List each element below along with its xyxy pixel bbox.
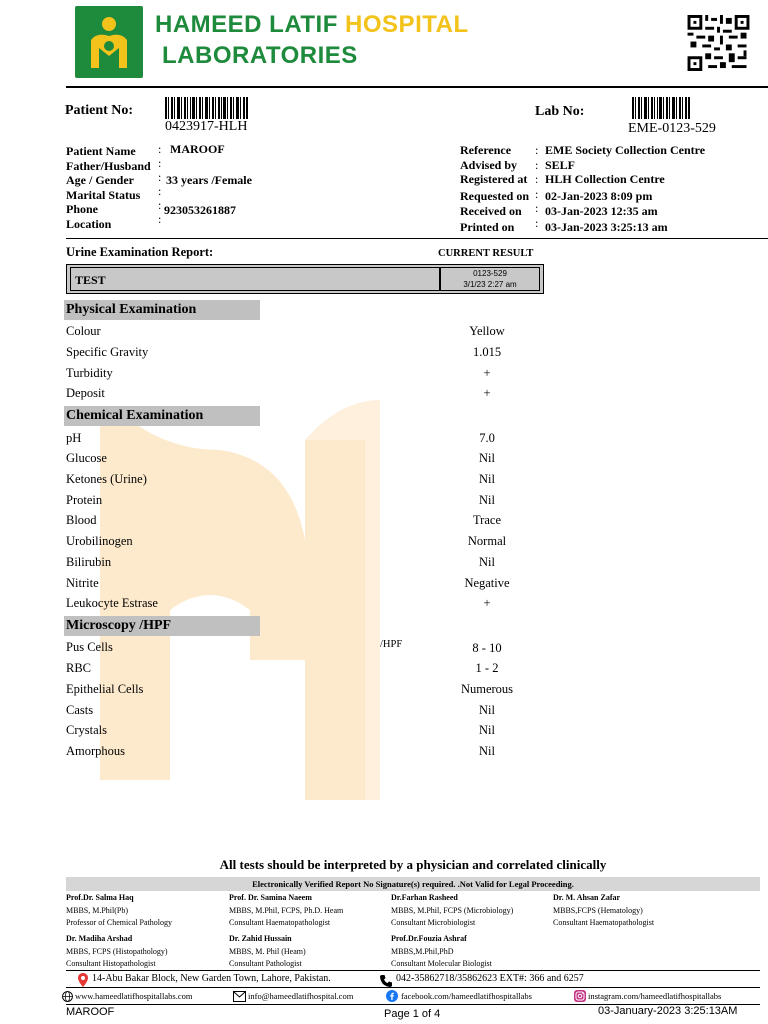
page-number: Page 1 of 4 bbox=[384, 1008, 441, 1020]
test-row: Bilirubin bbox=[66, 555, 112, 569]
result-value: Normal bbox=[467, 534, 507, 548]
doctor-card: Prof. Dr. Samina Naeem MBBS, M.Phil, FCPS, Ph.D. Heam Consultant Haematopathologist bbox=[229, 893, 344, 927]
result-value: Nil bbox=[479, 451, 495, 465]
test-row: Blood bbox=[66, 513, 97, 527]
patient-colons: : : : : : : bbox=[158, 142, 162, 226]
footer-divider bbox=[66, 970, 760, 971]
patient-no-value: 0423917-HLH bbox=[165, 119, 248, 134]
reference-value: EME Society Collection Centre bbox=[545, 143, 706, 157]
doctor-card: Dr. Madiha Arshad MBBS, FCPS (Histopathology) Consultant Histopathologist bbox=[66, 934, 168, 968]
test-row: Epithelial Cells bbox=[66, 682, 144, 696]
lab-barcode-icon bbox=[632, 97, 692, 119]
test-row: Pus Cells bbox=[66, 640, 113, 654]
sample-id: 0123-529 bbox=[473, 269, 507, 278]
test-row: Crystals bbox=[66, 723, 107, 737]
location-pin-icon bbox=[78, 973, 88, 987]
result-value: Nil bbox=[479, 723, 495, 737]
sample-header-cell bbox=[440, 267, 540, 291]
test-row: Amorphous bbox=[66, 744, 126, 758]
result-value: 7.0 bbox=[479, 431, 495, 445]
result-value: + bbox=[483, 386, 491, 400]
brand-line-2: LABORATORIES bbox=[162, 42, 358, 69]
test-row: Ketones (Urine) bbox=[66, 472, 147, 486]
advised-by-value: SELF bbox=[545, 157, 576, 172]
test-row: Casts bbox=[66, 703, 94, 717]
result-value: Nil bbox=[479, 555, 495, 569]
received-on-value: 03-Jan-2023 12:35 am bbox=[545, 204, 658, 218]
interpret-note: All tests should be interpreted by a physician and correlated clinically bbox=[219, 857, 607, 872]
section-microscopy: Microscopy /HPF bbox=[64, 616, 260, 636]
lab-no-value: EME-0123-529 bbox=[628, 121, 716, 136]
result-value: + bbox=[483, 596, 491, 610]
verified-note: Electronically Verified Report No Signature(s) required. .Not Valid for Legal Proceeding. bbox=[66, 877, 760, 891]
section-chemical: Chemical Examination bbox=[64, 406, 260, 426]
patient-barcode-icon bbox=[165, 97, 249, 119]
address-text: 14-Abu Bakar Block, New Garden Town, Lahore, Pakistan. bbox=[92, 973, 331, 984]
website-link[interactable]: www.hameedlatifhospitallabs.com bbox=[75, 991, 193, 1001]
test-row: Colour bbox=[66, 324, 101, 338]
test-row: RBC bbox=[66, 661, 92, 675]
footer-patient-name: MAROOF bbox=[66, 1006, 115, 1018]
doctor-card: Dr.Farhan Rasheed MBBS, M.Phil, FCPS (Microbiology) Consultant Microbiologist bbox=[391, 893, 514, 927]
patient-name-value: MAROOF bbox=[170, 142, 225, 156]
patient-labels: Patient Name Father/Husband Age / Gender Marital Status Phone Location bbox=[66, 144, 151, 231]
doctor-card: Prof.Dr. Salma Haq MBBS, M.Phil(Pb) Professor of Chemical Pathology bbox=[66, 893, 172, 927]
result-value: Nil bbox=[479, 472, 495, 486]
instagram-link[interactable]: instagram.com/hameedlatifhospitallabs bbox=[588, 991, 722, 1001]
email-icon bbox=[233, 991, 246, 1002]
test-row: Protein bbox=[66, 493, 103, 507]
patient-age-gender-value: 33 years /Female bbox=[166, 173, 252, 187]
header-divider bbox=[66, 86, 768, 88]
request-colons: : : : : : : bbox=[535, 143, 539, 230]
email-link[interactable]: info@hameedlatifhospital.com bbox=[248, 991, 354, 1001]
section-physical: Physical Examination bbox=[64, 300, 260, 320]
unit-label: /HPF bbox=[380, 639, 403, 650]
request-values bbox=[545, 143, 705, 234]
qr-code-icon bbox=[687, 15, 750, 71]
test-header-cell bbox=[70, 267, 440, 291]
result-value: 1.015 bbox=[472, 345, 502, 359]
printed-on-value: 03-Jan-2023 3:25:13 am bbox=[545, 219, 668, 234]
current-result-label: CURRENT RESULT bbox=[438, 248, 534, 259]
instagram-icon bbox=[574, 990, 586, 1002]
footer-printed-date: 03-January-2023 3:25:13AM bbox=[598, 1005, 738, 1017]
result-value: Nil bbox=[479, 744, 495, 758]
test-row: pH bbox=[66, 431, 82, 445]
test-row: Leukocyte Estrase bbox=[66, 596, 158, 610]
phone-icon bbox=[380, 975, 392, 987]
sample-time: 3/1/23 2:27 am bbox=[463, 280, 517, 289]
info-divider bbox=[66, 238, 768, 239]
test-header-label: TEST bbox=[75, 273, 106, 287]
hospital-logo bbox=[75, 6, 143, 78]
result-value: Yellow bbox=[469, 324, 505, 338]
result-value: Negative bbox=[464, 576, 510, 590]
requested-on-value: 02-Jan-2023 8:09 pm bbox=[545, 188, 653, 203]
result-value: 1 - 2 bbox=[475, 661, 499, 675]
patient-no-label: Patient No: bbox=[65, 103, 134, 118]
watermark-logo bbox=[90, 360, 390, 800]
result-value: Numerous bbox=[460, 682, 514, 696]
result-value: + bbox=[483, 366, 491, 380]
result-value: Nil bbox=[479, 703, 495, 717]
patient-phone-value: 923053261887 bbox=[164, 203, 236, 217]
facebook-icon bbox=[386, 990, 398, 1002]
request-labels: Reference Advised by Registered at Requested on Received on Printed on bbox=[460, 143, 530, 234]
contact-divider bbox=[66, 987, 760, 988]
registered-at-value: HLH Collection Centre bbox=[545, 172, 665, 186]
result-value: Nil bbox=[479, 493, 495, 507]
result-value: 8 - 10 bbox=[472, 641, 502, 655]
globe-icon bbox=[62, 991, 73, 1002]
brand-line-1: HAMEED LATIF HOSPITAL bbox=[155, 11, 469, 38]
doctor-card: Prof.Dr.Fouzia Ashraf MBBS,M.Phil,PhD Consultant Molecular Biologist bbox=[391, 934, 492, 968]
phone-text: 042-35862718/35862623 EXT#: 366 and 6257 bbox=[396, 973, 584, 984]
doctor-card: Dr. Zahid Hussain MBBS, M. Phil (Heam) Consultant Pathologist bbox=[229, 934, 306, 968]
test-row: Glucose bbox=[66, 451, 107, 465]
facebook-link[interactable]: facebook.com/hameedlatifhospitallabs bbox=[401, 991, 532, 1001]
test-row: Turbidity bbox=[66, 366, 113, 380]
test-row: Specific Gravity bbox=[66, 345, 149, 359]
doctor-card: Dr. M. Ahsan Zafar MBBS,FCPS (Hematology) Consultant Haematopathologist bbox=[553, 893, 655, 927]
report-title: Urine Examination Report: bbox=[66, 245, 214, 259]
test-row: Deposit bbox=[66, 386, 105, 400]
result-value: Trace bbox=[472, 513, 501, 527]
lab-no-label: Lab No: bbox=[535, 104, 585, 119]
test-row: Nitrite bbox=[66, 576, 99, 590]
test-row: Urobilinogen bbox=[66, 534, 133, 548]
